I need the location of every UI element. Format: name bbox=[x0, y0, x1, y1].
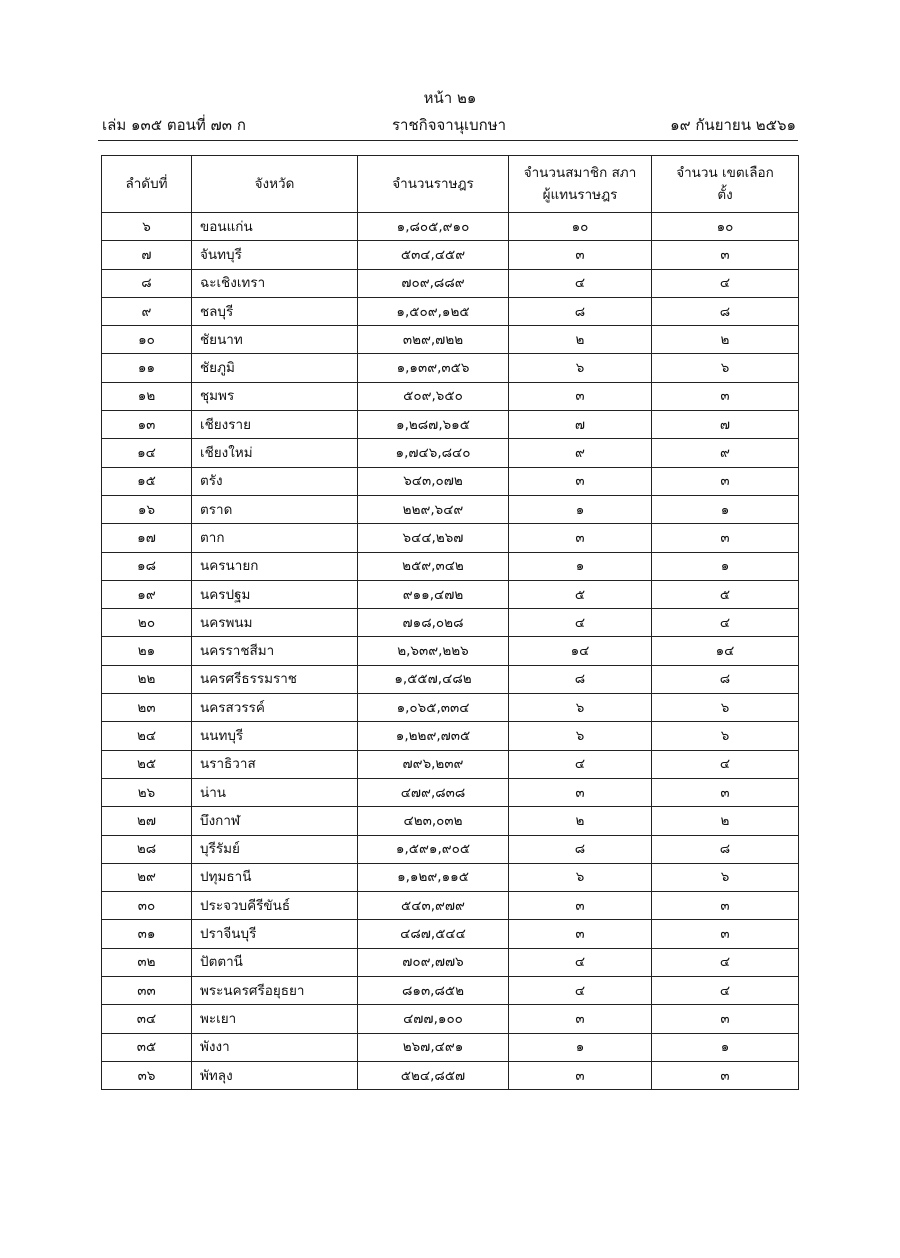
cell-mp-count: ๖ bbox=[509, 694, 652, 722]
cell-province: บุรีรัมย์ bbox=[192, 835, 358, 863]
cell-population: ๕๒๔,๘๕๗ bbox=[358, 1061, 509, 1089]
cell-constituencies: ๓ bbox=[652, 241, 799, 269]
cell-constituencies: ๒ bbox=[652, 807, 799, 835]
cell-population: ๑,๕๕๗,๔๘๒ bbox=[358, 665, 509, 693]
cell-population: ๗๐๙,๗๗๖ bbox=[358, 948, 509, 976]
cell-province: นครนายก bbox=[192, 552, 358, 580]
cell-mp-count: ๓ bbox=[509, 778, 652, 806]
table-row bbox=[102, 609, 799, 637]
cell-mp-count: ๔ bbox=[509, 948, 652, 976]
cell-order: ๑๔ bbox=[102, 439, 192, 467]
cell-order: ๘ bbox=[102, 269, 192, 297]
cell-order: ๒๕ bbox=[102, 750, 192, 778]
cell-province: นครพนม bbox=[192, 609, 358, 637]
cell-population: ๔๘๗,๕๔๔ bbox=[358, 920, 509, 948]
cell-population: ๒๖๗,๔๙๑ bbox=[358, 1033, 509, 1061]
cell-population: ๗๐๙,๘๘๙ bbox=[358, 269, 509, 297]
col-header-mp-count-text: จำนวนสมาชิก สภาผู้แทนราษฎร bbox=[523, 165, 637, 203]
cell-population: ๑,๗๔๖,๘๔๐ bbox=[358, 439, 509, 467]
cell-province: ปราจีนบุรี bbox=[192, 920, 358, 948]
cell-constituencies: ๔ bbox=[652, 269, 799, 297]
cell-order: ๒๓ bbox=[102, 694, 192, 722]
cell-province: ตราด bbox=[192, 495, 358, 523]
gazette-header bbox=[102, 113, 796, 135]
table-row bbox=[102, 637, 799, 665]
cell-constituencies: ๖ bbox=[652, 863, 799, 891]
table-row bbox=[102, 580, 799, 608]
cell-mp-count: ๘ bbox=[509, 297, 652, 325]
cell-mp-count: ๑ bbox=[509, 552, 652, 580]
col-header-mp-count bbox=[509, 156, 652, 213]
cell-province: นนทบุรี bbox=[192, 722, 358, 750]
cell-constituencies: ๘ bbox=[652, 297, 799, 325]
cell-province: นครราชสีมา bbox=[192, 637, 358, 665]
table-row bbox=[102, 665, 799, 693]
table-row bbox=[102, 1061, 799, 1089]
table-row bbox=[102, 863, 799, 891]
cell-population: ๕๐๙,๖๕๐ bbox=[358, 382, 509, 410]
cell-population: ๑,๘๐๕,๙๑๐ bbox=[358, 213, 509, 241]
table-row bbox=[102, 1033, 799, 1061]
cell-province: นครปฐม bbox=[192, 580, 358, 608]
cell-population: ๒,๖๓๙,๒๒๖ bbox=[358, 637, 509, 665]
cell-population: ๔๗๙,๘๓๘ bbox=[358, 778, 509, 806]
col-header-constituencies bbox=[652, 156, 799, 213]
cell-constituencies: ๔ bbox=[652, 948, 799, 976]
table-row bbox=[102, 297, 799, 325]
cell-population: ๕๔๓,๙๗๙ bbox=[358, 892, 509, 920]
cell-province: พังงา bbox=[192, 1033, 358, 1061]
cell-population: ๑,๑๓๙,๓๕๖ bbox=[358, 354, 509, 382]
cell-constituencies: ๓ bbox=[652, 467, 799, 495]
cell-mp-count: ๖ bbox=[509, 354, 652, 382]
cell-order: ๓๔ bbox=[102, 1005, 192, 1033]
table-row bbox=[102, 495, 799, 523]
table-row bbox=[102, 382, 799, 410]
cell-order: ๓๓ bbox=[102, 977, 192, 1005]
cell-province: พระนครศรีอยุธยา bbox=[192, 977, 358, 1005]
cell-order: ๓๐ bbox=[102, 892, 192, 920]
cell-mp-count: ๔ bbox=[509, 609, 652, 637]
page-number: หน้า ๒๑ bbox=[423, 89, 477, 107]
cell-constituencies: ๓ bbox=[652, 892, 799, 920]
cell-order: ๒๑ bbox=[102, 637, 192, 665]
table-row bbox=[102, 326, 799, 354]
cell-mp-count: ๖ bbox=[509, 863, 652, 891]
table-row bbox=[102, 892, 799, 920]
cell-order: ๓๑ bbox=[102, 920, 192, 948]
cell-order: ๒๔ bbox=[102, 722, 192, 750]
cell-order: ๒๐ bbox=[102, 609, 192, 637]
table-row bbox=[102, 778, 799, 806]
table-row bbox=[102, 750, 799, 778]
cell-mp-count: ๓ bbox=[509, 1005, 652, 1033]
cell-province: ตรัง bbox=[192, 467, 358, 495]
table-row bbox=[102, 722, 799, 750]
cell-mp-count: ๘ bbox=[509, 835, 652, 863]
cell-constituencies: ๓ bbox=[652, 920, 799, 948]
cell-province: ชุมพร bbox=[192, 382, 358, 410]
table-row bbox=[102, 524, 799, 552]
col-header-order: ลำดับที่ bbox=[102, 156, 192, 213]
cell-mp-count: ๔ bbox=[509, 977, 652, 1005]
cell-order: ๗ bbox=[102, 241, 192, 269]
table-row bbox=[102, 920, 799, 948]
cell-mp-count: ๓ bbox=[509, 920, 652, 948]
cell-province: ชลบุรี bbox=[192, 297, 358, 325]
table-row bbox=[102, 467, 799, 495]
cell-population: ๒๒๙,๖๔๙ bbox=[358, 495, 509, 523]
table-body bbox=[102, 213, 799, 1090]
cell-mp-count: ๒ bbox=[509, 326, 652, 354]
cell-province: ปัตตานี bbox=[192, 948, 358, 976]
cell-population: ๑,๑๒๙,๑๑๕ bbox=[358, 863, 509, 891]
cell-constituencies: ๖ bbox=[652, 722, 799, 750]
cell-population: ๑,๐๖๕,๓๓๔ bbox=[358, 694, 509, 722]
cell-population: ๑,๕๙๑,๙๐๕ bbox=[358, 835, 509, 863]
cell-province: น่าน bbox=[192, 778, 358, 806]
table-row bbox=[102, 1005, 799, 1033]
cell-order: ๑๘ bbox=[102, 552, 192, 580]
cell-population: ๑,๒๘๗,๖๑๕ bbox=[358, 411, 509, 439]
cell-constituencies: ๓ bbox=[652, 524, 799, 552]
cell-mp-count: ๑๔ bbox=[509, 637, 652, 665]
cell-order: ๑๒ bbox=[102, 382, 192, 410]
cell-population: ๒๕๙,๓๔๒ bbox=[358, 552, 509, 580]
cell-mp-count: ๔ bbox=[509, 750, 652, 778]
cell-order: ๓๕ bbox=[102, 1033, 192, 1061]
cell-constituencies: ๕ bbox=[652, 580, 799, 608]
cell-province: จันทบุรี bbox=[192, 241, 358, 269]
cell-constituencies: ๒ bbox=[652, 326, 799, 354]
cell-mp-count: ๓ bbox=[509, 241, 652, 269]
cell-province: ฉะเชิงเทรา bbox=[192, 269, 358, 297]
cell-province: นครศรีธรรมราช bbox=[192, 665, 358, 693]
cell-population: ๘๑๓,๘๕๒ bbox=[358, 977, 509, 1005]
cell-order: ๑๖ bbox=[102, 495, 192, 523]
col-header-constituencies-text: จำนวน เขตเลือกตั้ง bbox=[676, 165, 774, 203]
cell-mp-count: ๑๐ bbox=[509, 213, 652, 241]
cell-constituencies: ๔ bbox=[652, 750, 799, 778]
cell-constituencies: ๖ bbox=[652, 354, 799, 382]
cell-mp-count: ๕ bbox=[509, 580, 652, 608]
gazette-title: ราชกิจจานุเบกษา bbox=[391, 116, 507, 134]
volume-issue: เล่ม ๑๓๕ ตอนที่ ๗๓ ก bbox=[102, 116, 246, 134]
cell-province: บึงกาฬ bbox=[192, 807, 358, 835]
cell-province: ตาก bbox=[192, 524, 358, 552]
cell-order: ๑๙ bbox=[102, 580, 192, 608]
table-row bbox=[102, 948, 799, 976]
table-row bbox=[102, 411, 799, 439]
cell-province: พัทลุง bbox=[192, 1061, 358, 1089]
cell-constituencies: ๑ bbox=[652, 552, 799, 580]
cell-population: ๕๓๔,๔๕๙ bbox=[358, 241, 509, 269]
cell-constituencies: ๑๔ bbox=[652, 637, 799, 665]
cell-constituencies: ๗ bbox=[652, 411, 799, 439]
cell-constituencies: ๓ bbox=[652, 1005, 799, 1033]
cell-order: ๑๓ bbox=[102, 411, 192, 439]
cell-mp-count: ๔ bbox=[509, 269, 652, 297]
table-row bbox=[102, 269, 799, 297]
cell-population: ๑,๕๐๙,๑๒๕ bbox=[358, 297, 509, 325]
cell-population: ๖๔๓,๐๗๒ bbox=[358, 467, 509, 495]
cell-order: ๙ bbox=[102, 297, 192, 325]
cell-province: นราธิวาส bbox=[192, 750, 358, 778]
cell-mp-count: ๓ bbox=[509, 892, 652, 920]
cell-constituencies: ๙ bbox=[652, 439, 799, 467]
cell-order: ๒๒ bbox=[102, 665, 192, 693]
cell-province: ชัยนาท bbox=[192, 326, 358, 354]
table-row bbox=[102, 835, 799, 863]
cell-constituencies: ๑ bbox=[652, 495, 799, 523]
header-rule bbox=[98, 140, 798, 141]
cell-province: ปทุมธานี bbox=[192, 863, 358, 891]
cell-mp-count: ๗ bbox=[509, 411, 652, 439]
cell-constituencies: ๖ bbox=[652, 694, 799, 722]
cell-mp-count: ๓ bbox=[509, 382, 652, 410]
cell-province: ขอนแก่น bbox=[192, 213, 358, 241]
table-row bbox=[102, 241, 799, 269]
table-header-row bbox=[102, 156, 799, 213]
table-row bbox=[102, 552, 799, 580]
cell-province: นครสวรรค์ bbox=[192, 694, 358, 722]
cell-mp-count: ๖ bbox=[509, 722, 652, 750]
cell-province: เชียงใหม่ bbox=[192, 439, 358, 467]
cell-mp-count: ๒ bbox=[509, 807, 652, 835]
cell-population: ๙๑๑,๔๗๒ bbox=[358, 580, 509, 608]
cell-order: ๒๗ bbox=[102, 807, 192, 835]
table-row bbox=[102, 354, 799, 382]
cell-constituencies: ๔ bbox=[652, 977, 799, 1005]
cell-order: ๑๗ bbox=[102, 524, 192, 552]
cell-order: ๒๘ bbox=[102, 835, 192, 863]
cell-province: ประจวบคีรีขันธ์ bbox=[192, 892, 358, 920]
cell-population: ๗๑๘,๐๒๘ bbox=[358, 609, 509, 637]
cell-order: ๓๒ bbox=[102, 948, 192, 976]
cell-order: ๑๕ bbox=[102, 467, 192, 495]
cell-population: ๑,๒๒๙,๗๓๕ bbox=[358, 722, 509, 750]
cell-constituencies: ๔ bbox=[652, 609, 799, 637]
cell-mp-count: ๓ bbox=[509, 467, 652, 495]
cell-constituencies: ๘ bbox=[652, 665, 799, 693]
cell-constituencies: ๑ bbox=[652, 1033, 799, 1061]
cell-province: ชัยภูมิ bbox=[192, 354, 358, 382]
col-header-province: จังหวัด bbox=[192, 156, 358, 213]
constituency-table bbox=[101, 155, 799, 1090]
table-row bbox=[102, 977, 799, 1005]
table-row bbox=[102, 439, 799, 467]
cell-population: ๔๗๗,๑๐๐ bbox=[358, 1005, 509, 1033]
table-row bbox=[102, 213, 799, 241]
cell-order: ๑๐ bbox=[102, 326, 192, 354]
table-row bbox=[102, 694, 799, 722]
cell-mp-count: ๑ bbox=[509, 1033, 652, 1061]
cell-constituencies: ๓ bbox=[652, 778, 799, 806]
cell-mp-count: ๑ bbox=[509, 495, 652, 523]
table-row bbox=[102, 807, 799, 835]
cell-constituencies: ๑๐ bbox=[652, 213, 799, 241]
cell-constituencies: ๓ bbox=[652, 382, 799, 410]
cell-province: พะเยา bbox=[192, 1005, 358, 1033]
cell-mp-count: ๙ bbox=[509, 439, 652, 467]
cell-population: ๖๔๔,๒๖๗ bbox=[358, 524, 509, 552]
cell-order: ๒๙ bbox=[102, 863, 192, 891]
col-header-population: จำนวนราษฎร bbox=[358, 156, 509, 213]
cell-population: ๔๒๓,๐๓๒ bbox=[358, 807, 509, 835]
publication-date: ๑๙ กันยายน ๒๕๖๑ bbox=[670, 116, 796, 134]
cell-mp-count: ๓ bbox=[509, 1061, 652, 1089]
cell-order: ๖ bbox=[102, 213, 192, 241]
cell-order: ๑๑ bbox=[102, 354, 192, 382]
cell-province: เชียงราย bbox=[192, 411, 358, 439]
cell-population: ๗๙๖,๒๓๙ bbox=[358, 750, 509, 778]
cell-order: ๓๖ bbox=[102, 1061, 192, 1089]
cell-constituencies: ๘ bbox=[652, 835, 799, 863]
cell-constituencies: ๓ bbox=[652, 1061, 799, 1089]
cell-population: ๓๒๙,๗๒๒ bbox=[358, 326, 509, 354]
cell-mp-count: ๓ bbox=[509, 524, 652, 552]
cell-mp-count: ๘ bbox=[509, 665, 652, 693]
cell-order: ๒๖ bbox=[102, 778, 192, 806]
